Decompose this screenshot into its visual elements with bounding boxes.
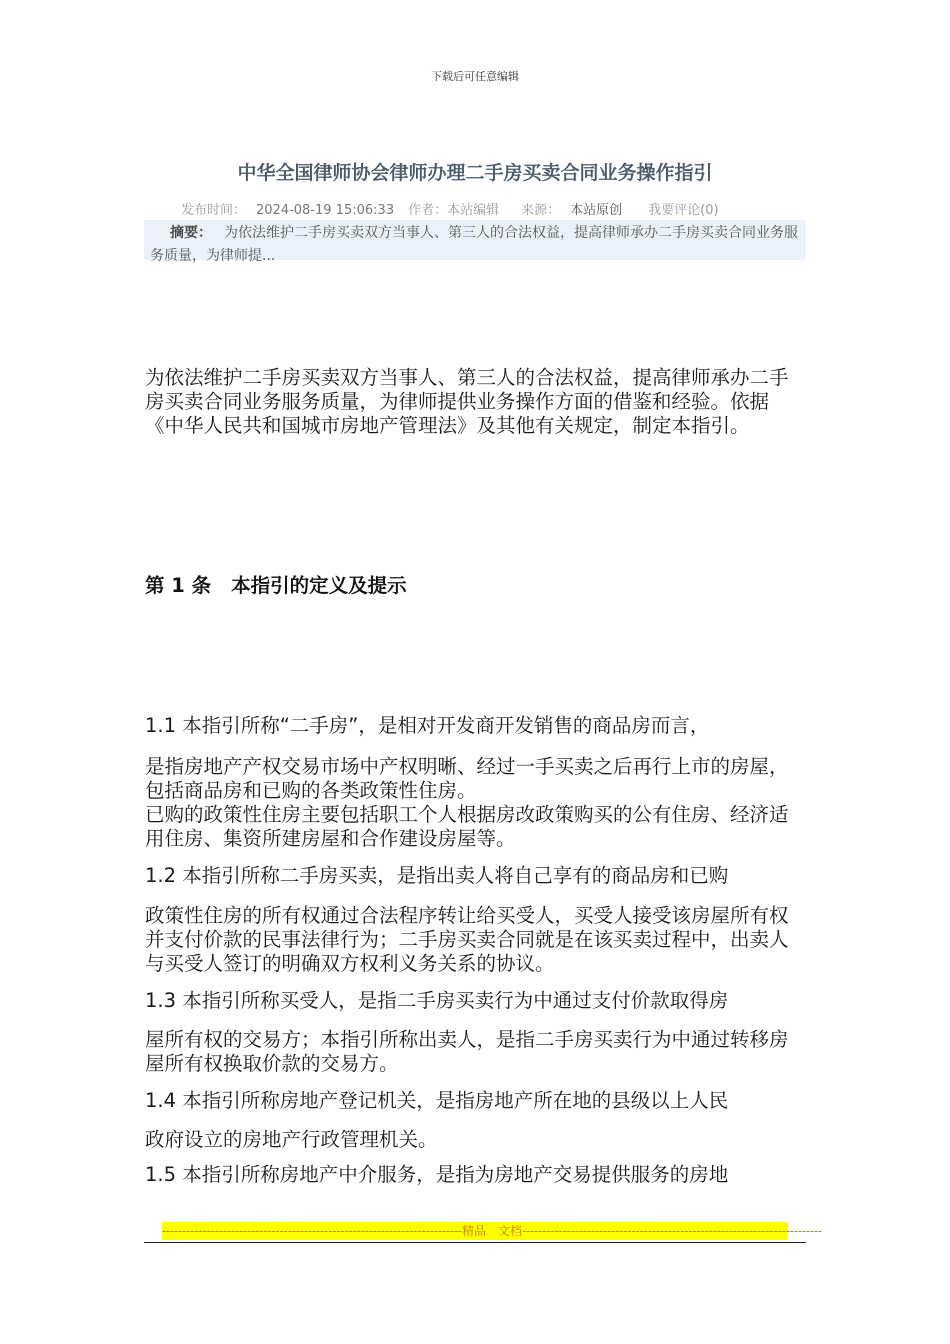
paragraph-1-2-first: 1.2 本指引所称二手房买卖，是指出卖人将自己享有的商品房和已购 (145, 864, 729, 887)
source-value: 本站原创 (570, 203, 623, 218)
section-number: 第 1 条 (145, 574, 212, 597)
publish-time: 2024-08-19 15:06:33 (256, 203, 395, 218)
section-heading (145, 570, 407, 598)
abstract-box (144, 220, 806, 264)
author: 作者：本站编辑 (408, 203, 500, 218)
section-title: 本指引的定义及提示 (231, 574, 407, 597)
footer-banner (162, 1222, 823, 1240)
paragraph-1-4-first: 1.4 本指引所称房地产登记机关，是指房地产所在地的县级以上人民 (145, 1089, 729, 1112)
intro-paragraph: 为依法维护二手房买卖双方当事人、第三人的合法权益，提高律师承办二手房买卖合同业务服务质量，为律师提供业务操作方面的借鉴和经验。依据《中华人民共和国城市房地产管理法》及其他有关规定，制定本指引。 (145, 366, 789, 437)
paragraph-1-1-rest: 是指房地产产权交易市场中产权明晰、经过一手买卖之后再行上市的房屋，包括商品房和已购的各类政策性住房。 (145, 755, 789, 802)
paragraph-1-3-rest: 屋所有权的交易方；本指引所称出卖人，是指二手房买卖行为中通过转移房屋所有权换取价款的交易方。 (145, 1028, 789, 1075)
paragraph-1-3-first: 1.3 本指引所称买受人，是指二手房买卖行为中通过支付价款取得房 (145, 989, 729, 1012)
footer-text: 精品 文档 (462, 1224, 523, 1238)
article-title: 中华全国律师协会律师办理二手房买卖合同业务操作指引 (237, 162, 713, 184)
abstract-text: 为依法维护二手房买卖双方当事人、第三人的合法权益，提高律师承办二手房买卖合同业务服务质量，为律师提... (150, 225, 798, 264)
paragraph-1-5-first: 1.5 本指引所称房地产中介服务，是指为房地产交易提供服务的房地 (145, 1163, 729, 1186)
source-label: 来源： (521, 203, 561, 218)
footer-dashes-right: -------------------------------------------------------------------------- (522, 1224, 823, 1238)
footer-dashes-left: -------------------------------------------------------------------------- (162, 1224, 463, 1238)
paragraph-1-1-first: 1.1 本指引所称“二手房”，是相对开发商开发销售的商品房而言， (145, 714, 710, 737)
article-meta (181, 199, 729, 218)
download-note: 下载后可任意编辑 (431, 70, 519, 83)
paragraph-1-1-extra: 已购的政策性住房主要包括职工个人根据房改政策购买的公有住房、经济适用住房、集资所建房屋和合作建设房屋等。 (145, 803, 789, 850)
publish-label: 发布时间： (181, 203, 247, 218)
footer-divider (144, 1242, 806, 1243)
paragraph-1-4-rest: 政府设立的房地产行政管理机关。 (145, 1128, 438, 1151)
abstract-label: 摘要： (170, 225, 212, 241)
comment-link[interactable]: 我要评论(0) (648, 203, 719, 218)
paragraph-1-2-rest: 政策性住房的所有权通过合法程序转让给买受人，买受人接受该房屋所有权并支付价款的民事法律行为；二手房买卖合同就是在该买卖过程中，出卖人与买受人签订的明确双方权利义务关系的协议。 (145, 904, 789, 975)
